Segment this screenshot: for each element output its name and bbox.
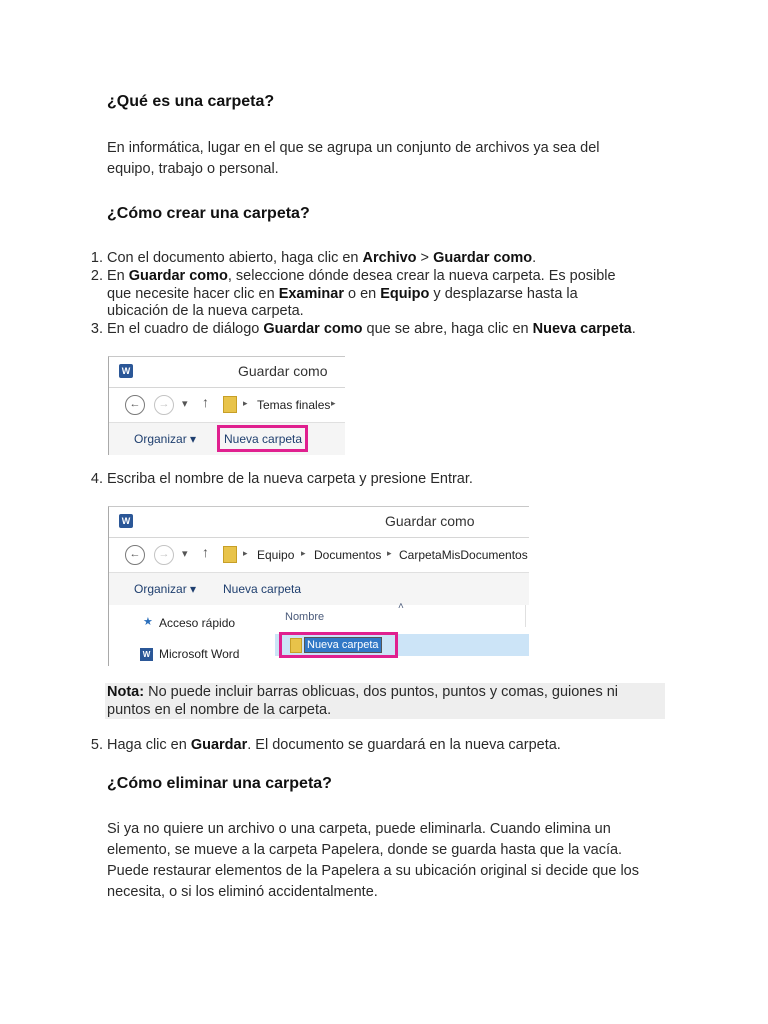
- star-icon: ★: [143, 616, 153, 628]
- paragraph-eliminar: [107, 819, 687, 903]
- window-title: Guardar como: [238, 363, 328, 379]
- list-item: [90, 737, 707, 755]
- screenshot-guardar-como-1: [108, 356, 345, 455]
- step-text: que necesite hacer clic en: [107, 285, 279, 302]
- step-bold: Guardar como: [433, 250, 533, 266]
- note-text: puntos en el nombre de la carpeta.: [107, 702, 332, 718]
- step-text: , seleccione dónde desea crear la nueva carpeta. Es posible: [227, 268, 616, 284]
- list-number: 4.: [90, 471, 103, 487]
- rename-input[interactable]: Nueva carpeta: [307, 639, 379, 651]
- paragraph-line: Si ya no quiere un archivo o una carpeta, puede eliminarla. Cuando elimina un: [107, 821, 611, 837]
- list-number: 5.: [90, 737, 103, 753]
- step-text: Haga clic en: [107, 737, 191, 753]
- window-title: Guardar como: [385, 513, 475, 529]
- paragraph-line: En informática, lugar en el que se agrupa un conjunto de archivos ya sea del: [107, 140, 600, 156]
- breadcrumb-temas-finales[interactable]: Temas finales: [257, 398, 331, 412]
- highlight-box: [217, 425, 308, 452]
- note-label: Nota:: [107, 684, 145, 700]
- step-text: .: [532, 250, 537, 266]
- navigation-bar: [109, 388, 345, 423]
- organize-button[interactable]: Organizar ▾: [134, 582, 197, 596]
- up-arrow-icon[interactable]: ↑: [202, 394, 209, 410]
- heading-que-es-carpeta: ¿Qué es una carpeta?: [107, 93, 275, 110]
- breadcrumb-carpeta-mis-documentos[interactable]: CarpetaMisDocumentos: [399, 548, 528, 562]
- step-text: ubicación de la nueva carpeta.: [107, 303, 304, 319]
- list-number: 1.: [90, 250, 103, 266]
- note-box: [105, 683, 665, 719]
- step-text: Escriba el nombre de la nueva carpeta y presione Entrar.: [107, 471, 473, 487]
- chevron-down-icon[interactable]: ▾: [182, 398, 188, 410]
- organize-button[interactable]: Organizar ▾: [134, 432, 197, 446]
- forward-arrow-icon[interactable]: →: [154, 545, 174, 565]
- list-item: [90, 250, 707, 268]
- step-text: >: [416, 250, 434, 266]
- step-bold: Guardar como: [128, 268, 228, 284]
- sort-arrow-icon: ˄: [398, 601, 404, 612]
- nav-acceso-rapido[interactable]: Acceso rápido: [159, 616, 236, 630]
- forward-arrow-icon[interactable]: →: [154, 395, 174, 415]
- word-icon: W: [119, 364, 133, 378]
- new-folder-button[interactable]: Nueva carpeta: [224, 432, 303, 446]
- new-folder-button[interactable]: Nueva carpeta: [223, 582, 302, 596]
- breadcrumb-documentos[interactable]: Documentos: [314, 548, 382, 562]
- step-text: .: [631, 321, 636, 337]
- heading-como-crear: ¿Cómo crear una carpeta?: [107, 205, 310, 222]
- breadcrumb-separator-icon: ▸: [331, 398, 336, 408]
- back-arrow-icon[interactable]: ←: [125, 395, 145, 415]
- step-bold: Guardar como: [263, 321, 363, 337]
- step-bold: Guardar: [190, 737, 248, 753]
- heading-como-eliminar: ¿Cómo eliminar una carpeta?: [107, 775, 332, 792]
- paragraph-line: necesita, o si los eliminó accidentalmente.: [107, 884, 378, 900]
- list-item: [90, 471, 707, 489]
- up-arrow-icon[interactable]: ↑: [202, 544, 209, 560]
- paragraph-line: equipo, trabajo o personal.: [107, 161, 279, 177]
- step-bold: Archivo: [362, 250, 417, 266]
- window-titlebar: [109, 357, 345, 388]
- highlight-box: [279, 632, 398, 658]
- step-text: En el cuadro de diálogo: [107, 321, 264, 337]
- back-arrow-icon[interactable]: ←: [125, 545, 145, 565]
- paragraph-line: Puede restaurar elementos de la Papelera a su ubicación original si decide que los: [107, 863, 639, 879]
- breadcrumb-separator-icon: ▸: [243, 398, 248, 408]
- breadcrumb-separator-icon: ▸: [243, 548, 248, 558]
- folder-icon: [223, 396, 237, 413]
- list-item: [90, 321, 707, 339]
- step-text: que se abre, haga clic en: [362, 321, 533, 337]
- folder-icon: [223, 546, 237, 563]
- list-number: 2.: [90, 268, 103, 284]
- step-text: En: [107, 268, 129, 284]
- step-text: o en: [343, 285, 381, 302]
- list-item: [90, 268, 707, 321]
- screenshot-guardar-como-2: [108, 506, 529, 666]
- window-titlebar: [109, 507, 529, 538]
- nav-microsoft-word[interactable]: Microsoft Word: [159, 647, 240, 661]
- navigation-pane: [109, 605, 275, 666]
- column-header-nombre[interactable]: Nombre: [285, 611, 325, 623]
- chevron-down-icon[interactable]: ▾: [182, 548, 188, 560]
- step-bold: Nueva carpeta: [532, 321, 632, 337]
- breadcrumb-equipo[interactable]: Equipo: [257, 548, 295, 562]
- step-text: . El documento se guardará en la nueva carpeta.: [247, 737, 561, 753]
- step-bold: Examinar: [278, 285, 344, 302]
- paragraph-line: elemento, se mueve a la carpeta Papelera, donde se guarda hasta que la vacía.: [107, 842, 623, 858]
- note-text: No puede incluir barras oblicuas, dos puntos, puntos y comas, guiones ni: [144, 684, 619, 700]
- list-number: 3.: [90, 321, 103, 337]
- paragraph-definition: [107, 138, 600, 180]
- step-bold: Equipo: [380, 285, 430, 302]
- word-icon: W: [140, 648, 153, 661]
- breadcrumb-separator-icon: ▸: [387, 548, 392, 558]
- word-icon: W: [119, 514, 133, 528]
- step-text: Con el documento abierto, haga clic en: [107, 250, 363, 266]
- step-text: y desplazarse hasta la: [429, 285, 578, 302]
- toolbar: [109, 573, 529, 605]
- navigation-bar: [109, 538, 529, 573]
- column-divider: [525, 605, 526, 627]
- breadcrumb-separator-icon: ▸: [301, 548, 306, 558]
